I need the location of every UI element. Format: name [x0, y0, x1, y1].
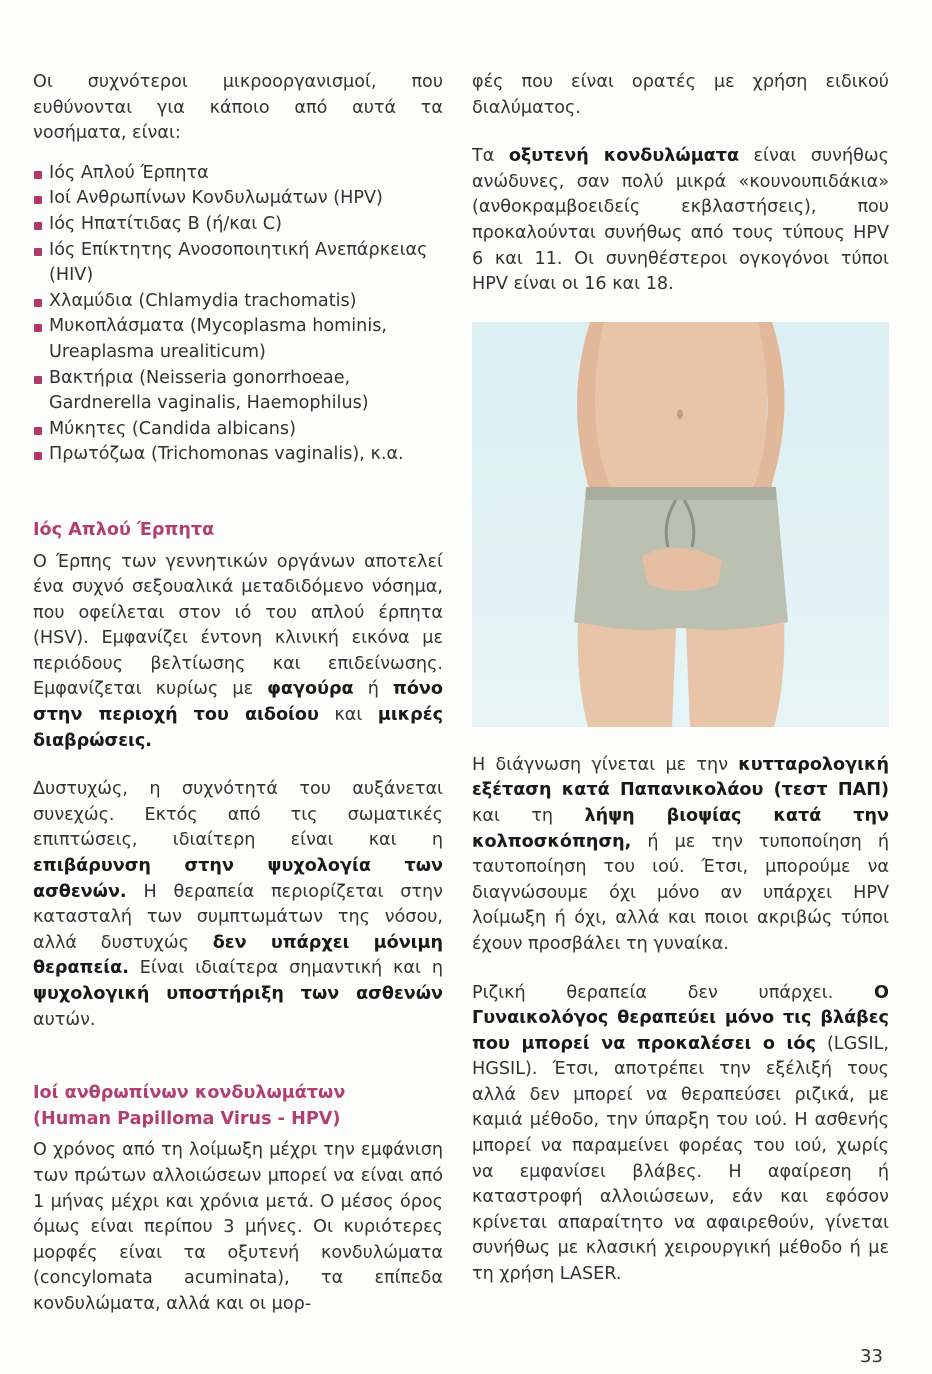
list-item: Ιός Απλού Έρπητα [33, 161, 443, 187]
list-item: Μυκοπλάσματα (Mycoplasma hominis, Ureaplasma urealiticum) [33, 314, 443, 365]
list-item: Χλαμύδια (Chlamydia trachomatis) [33, 289, 443, 315]
woman-figure-illustration [472, 322, 889, 727]
hpv-paragraph: Ο χρόνος από τη λοίμωξη μέχρι την εμφάνιση των πρώτων αλλοιώσεων μπορεί να είναι από 1 μήνας μέχρι και χρόνια μετά. Ο μέσος όρος όμως είναι περίπου 3 μήνες. Οι κυριότερες μορφές είναι τα οξυτενή κονδυλώματα (concylomata acuminata), τα επίπεδα κονδυλώματα, αλλά και οι μορ- [33, 1140, 443, 1314]
herpes-paragraph-1: Ο Έρπης των γεννητικών οργάνων αποτελεί ένα συχνό σεξουαλικά μεταδιδόμενο νόσημα, που οφείλεται στον ιό του απλού έρπητα (HSV). Εμφανίζει έντονη κλινική εικόνα με περιόδους βελτίωσης και επιδείνωσης. Εμφανίζεται κυρίως με φαγούρα ή πόνο στην περιοχή του αιδοίου και μικρές διαβρώσεις. [33, 551, 443, 751]
list-item: Ιοί Ανθρωπίνων Κονδυλωμάτων (HPV) [33, 186, 443, 212]
diagnosis-paragraph: Η διάγνωση γίνεται με την κυτταρολογική εξέταση κατά Παπανικολάου (τεστ ΠΑΠ) και τη λήψη βιοψίας κατά την κολποσκόπηση, ή με την τυποποίηση ή ταυτοποίηση του ιού. Έτσι, μπορούμε να διαγνώσουμε όχι μόνο αν υπάρχει HPV λοίμωξη ή όχι, αλλά και ποιοι ακριβώς τύποι έχουν προσβάλει τη γυναίκα. [472, 754, 889, 954]
microorganism-list [33, 161, 443, 468]
list-item: Μύκητες (Candida albicans) [33, 417, 443, 443]
therapy-paragraph: Ριζική θεραπεία δεν υπάρχει. Ο Γυναικολόγος θεραπεύει μόνο τις βλάβες που μπορεί να προκαλέσει ο ιός (LGSIL, HGSIL). Έτσι, αποτρέπει την εξέλιξή τους αλλά δεν μπορεί να θεραπεύσει ριζικά, με καμιά μέθοδο, την ύπαρξη του ιού. Η ασθενής μπορεί να παραμείνει φορέας του ιού, χωρίς να εμφανίσει βλάβες. Η αφαίρεση ή καταστροφή αλλοιώσεων, εάν και εφόσον κρίνεται απαραίτητο να αφαιρεθούν, γίνεται συνήθως με κλασική χειρουργική μέθοδο ή με τη χρήση LASER. [472, 982, 889, 1285]
herpes-heading: Ιός Απλού Έρπητα [33, 519, 215, 540]
list-item: Πρωτόζωα (Trichomonas vaginalis), κ.α. [33, 442, 443, 468]
continued-text: φές που είναι ορατές με χρήση ειδικού διαλύματος. [472, 72, 889, 118]
intro-text: Οι συχνότεροι μικροοργανισμοί, που ευθύνονται για κάποιο από αυτά τα νοσήματα, είναι: [33, 72, 443, 144]
herpes-paragraph-2: Δυστυχώς, η συχνότητά του αυξάνεται συνεχώς. Εκτός από τις σωματικές επιπτώσεις, ιδιαίτερη είναι και η επιβάρυνση στην ψυχολογία των ασθενών. Η θεραπεία περιορίζεται στην κατασταλή των συμπτωμάτων της νόσου, αλλά δυστυχώς δεν υπάρχει μόνιμη θεραπεία. Είναι ιδιαίτερα σημαντική και η ψυχολογική υποστήριξη των ασθενών αυτών. [33, 779, 444, 1030]
list-item: Βακτήρια (Neisseria gonorrhoeae, Gardnerella vaginalis, Haemophilus) [33, 366, 443, 417]
hpv-heading: Ιοί ανθρωπίνων κονδυλωμάτων (Human Papilloma Virus - HPV) [33, 1083, 346, 1129]
left-column [33, 70, 443, 1318]
illustration-photo [472, 322, 889, 727]
page-number: 33 [860, 1346, 883, 1367]
condylomata-paragraph: Τα οξυτενή κονδυλώματα είναι συνήθως ανώδυνες, σαν πολύ μικρά «κουνουπιδάκια» (ανθοκραμβοειδείς εκβλαστήσεις), που προκαλούνται συνήθως από τους τύπους HPV 6 και 11. Οι συνηθέστεροι ογκογόνοι τύποι HPV είναι οι 16 και 18. [472, 146, 889, 295]
list-item: Ιός Επίκτητης Ανοσοποιητική Ανεπάρκειας (HIV) [33, 238, 443, 289]
right-column [472, 70, 889, 1288]
list-item: Ιός Ηπατίτιδας Β (ή/και C) [33, 212, 443, 238]
